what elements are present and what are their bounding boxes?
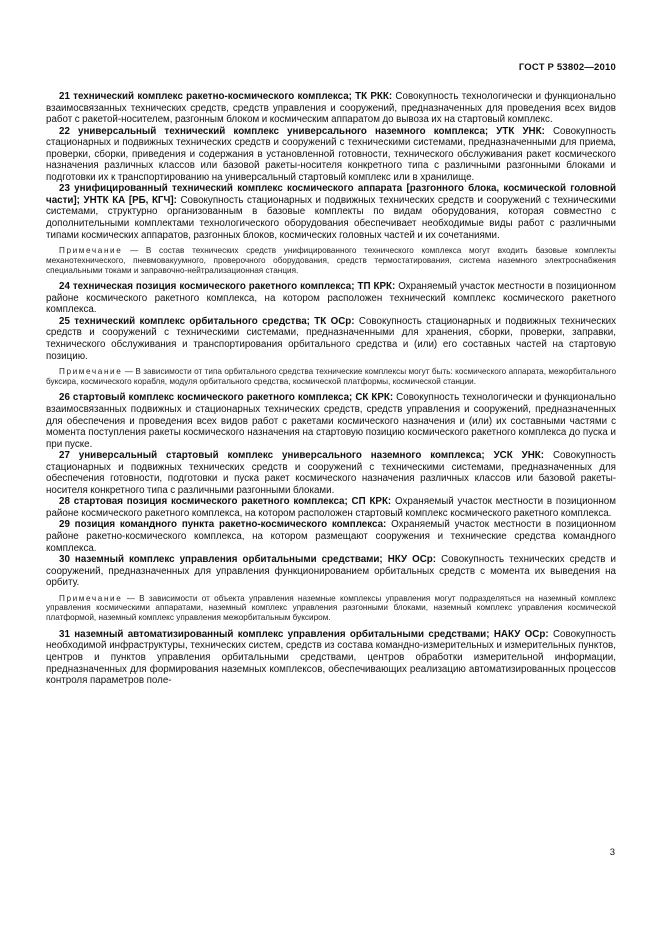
term-entry xyxy=(46,629,616,687)
note-label: Примечание xyxy=(59,246,123,256)
term-definition: Совокупность технических средств и сооружений, предназначенных для управления функционированием орбитальных средств с момента их выведения на орбиту. xyxy=(46,554,616,589)
term-definition: Совокупность необходимой инфраструктуры, технических систем, средств из состава командно-измерительных и измерительных пунктов, центров и пунктов управления орбитальными средствами, центров обработки измерительной информации, предназначенных для формирования наземных комплексов, обеспечивающих реализацию автоматизированных процессов контроля параметров поле- xyxy=(46,628,616,687)
term-heading: 28 стартовая позиция космического ракетного комплекса; СП КРК: xyxy=(59,496,392,508)
term-entry xyxy=(46,392,616,450)
term-definition: Совокупность технологически и функционально взаимосвязанных подвижных и стационарных технических средств, средств управления и сооружений, предназначенных для обеспечения и проведения всех видов работ с ракетами космического назначения и (или) их составными частями с момента поступления ракеты космического назначения на стартовую позицию космического ракетного комплекса до пуска и при пуске. xyxy=(46,392,616,450)
term-heading: 25 технический комплекс орбитального средства; ТК ОСр: xyxy=(59,315,355,327)
term-heading: 27 универсальный стартовый комплекс универсального наземного комплекса; УСК УНК: xyxy=(59,450,545,462)
note-text: — В состав технических средств унифицированного технического комплекса могут входить базовые комплекты механотехнического, пневмовакуумного, проверочного оборудования, средств термостатирования, система наземного электроснабжения специальными токами и заправочно-нейтрализационная станция. xyxy=(46,246,616,275)
term-entry xyxy=(46,281,616,316)
term-entry xyxy=(46,450,616,496)
term-heading: 31 наземный автоматизированный комплекс управления орбитальными средствами; НАКУ ОСр: xyxy=(59,628,549,640)
term-entry xyxy=(46,91,616,126)
note-text: — В зависимости от объекта управления наземные комплексы управления могут подразделяться на наземный комплекс управления космическими аппаратами, наземный комплекс управления разгонными блоками, наземный комплекс управления космической платформой, наземный комплекс управления межорбитальным буксиром. xyxy=(46,593,616,623)
term-entry xyxy=(46,183,616,241)
term-entry xyxy=(46,519,616,554)
term-definition: Совокупность стационарных и подвижных технических средств и сооружений с техническими системами, предназначенными для хранения, сборки, проверки, заправки, технического обслуживания и транспортирования орбитального средства и (или) его составных частей на стартовую позицию. xyxy=(46,315,616,362)
standard-number: ГОСТ Р 53802—2010 xyxy=(518,62,616,73)
note-entry xyxy=(46,594,616,623)
term-entry xyxy=(46,496,616,519)
term-definition: Совокупность стационарных и подвижных технических средств и сооружений с техническими системами, предназначенных для обеспечения готовности, подготовки и пуска ракет космического назначения различных классов или базовой ракеты-носителя конкретного типа с различными разгонными блоками. xyxy=(46,450,616,496)
note-entry xyxy=(46,246,616,275)
term-heading: 30 наземный комплекс управления орбитальными средствами; НКУ ОСр: xyxy=(59,554,437,566)
term-definition: Охраняемый участок местности в позиционном районе космического ракетного комплекса, на котором расположен стартовый комплекс космического ракетного комплекса. xyxy=(46,496,616,519)
page-number: 3 xyxy=(609,847,615,858)
term-heading: 29 позиция командного пункта ракетно-космического комплекса: xyxy=(59,519,387,531)
term-definition: Совокупность стационарных и подвижных технических средств и сооружений с техническими системами, предназначенными для приема, проверки, сборки, приведения и содержания в установленной готовности, технического обслуживания ракет космического назначения различных классов или базовой ракеты-носителя конкретного типа с различными разгонными блоками и подготовки их к транспортированию на универсальный стартовый комплекс или в хранилище. xyxy=(46,125,616,183)
note-entry xyxy=(46,367,616,386)
term-entry xyxy=(46,316,616,362)
note-text: — В зависимости от типа орбитального средства технические комплексы могут быть: космического аппарата, межорбитального буксира, космического корабля, модуля орбитального средства, космической платформы, космической станции. xyxy=(46,367,616,386)
document-body xyxy=(46,91,616,687)
term-definition: Совокупность технологически и функционально взаимосвязанных технических средств, средств управления и сооружений, предназначенных для проведения всех видов работ с ракетой-носителем, разгонным блоком и космическим аппаратом до вывоза их на стартовый комплекс. xyxy=(46,91,617,126)
note-label: Примечание xyxy=(59,593,123,603)
term-entry xyxy=(46,126,616,184)
term-heading: 22 универсальный технический комплекс универсального наземного комплекса; УТК УНК: xyxy=(59,125,545,137)
term-heading: 24 техническая позиция космического ракетного комплекса; ТП КРК: xyxy=(59,281,396,293)
term-definition: Совокупность стационарных и подвижных технических средств и сооружений с техническими системами, структурно организованным в базовые комплекты по видам оборудования, которая совместно с дополнительными комплектами технологического оборудования обеспечивает необходимые виды работ с различными типами космических аппаратов, разгонных блоков, космических головных частей и их сочетаниями. xyxy=(46,194,616,241)
term-definition: Охраняемый участок местности в позиционном районе космического ракетного комплекса, на котором расположен технический комплекс космического ракетного комплекса. xyxy=(46,281,616,316)
term-heading: 21 технический комплекс ракетно-космического комплекса; ТК РКК: xyxy=(59,91,393,102)
term-definition: Охраняемый участок местности в позиционном районе ракетно-космического комплекса, на котором размещают сооружения и технические средства командного комплекса. xyxy=(46,519,616,554)
term-heading: 23 унифицированный технический комплекс космического аппарата [разгонного блока, космической головной части]; УНТК КА [РБ, КГЧ]: xyxy=(46,183,616,206)
note-label: Примечание xyxy=(59,367,123,377)
term-heading: 26 стартовый комплекс космического ракетного комплекса; СК КРК: xyxy=(59,392,394,404)
term-entry xyxy=(46,554,616,589)
